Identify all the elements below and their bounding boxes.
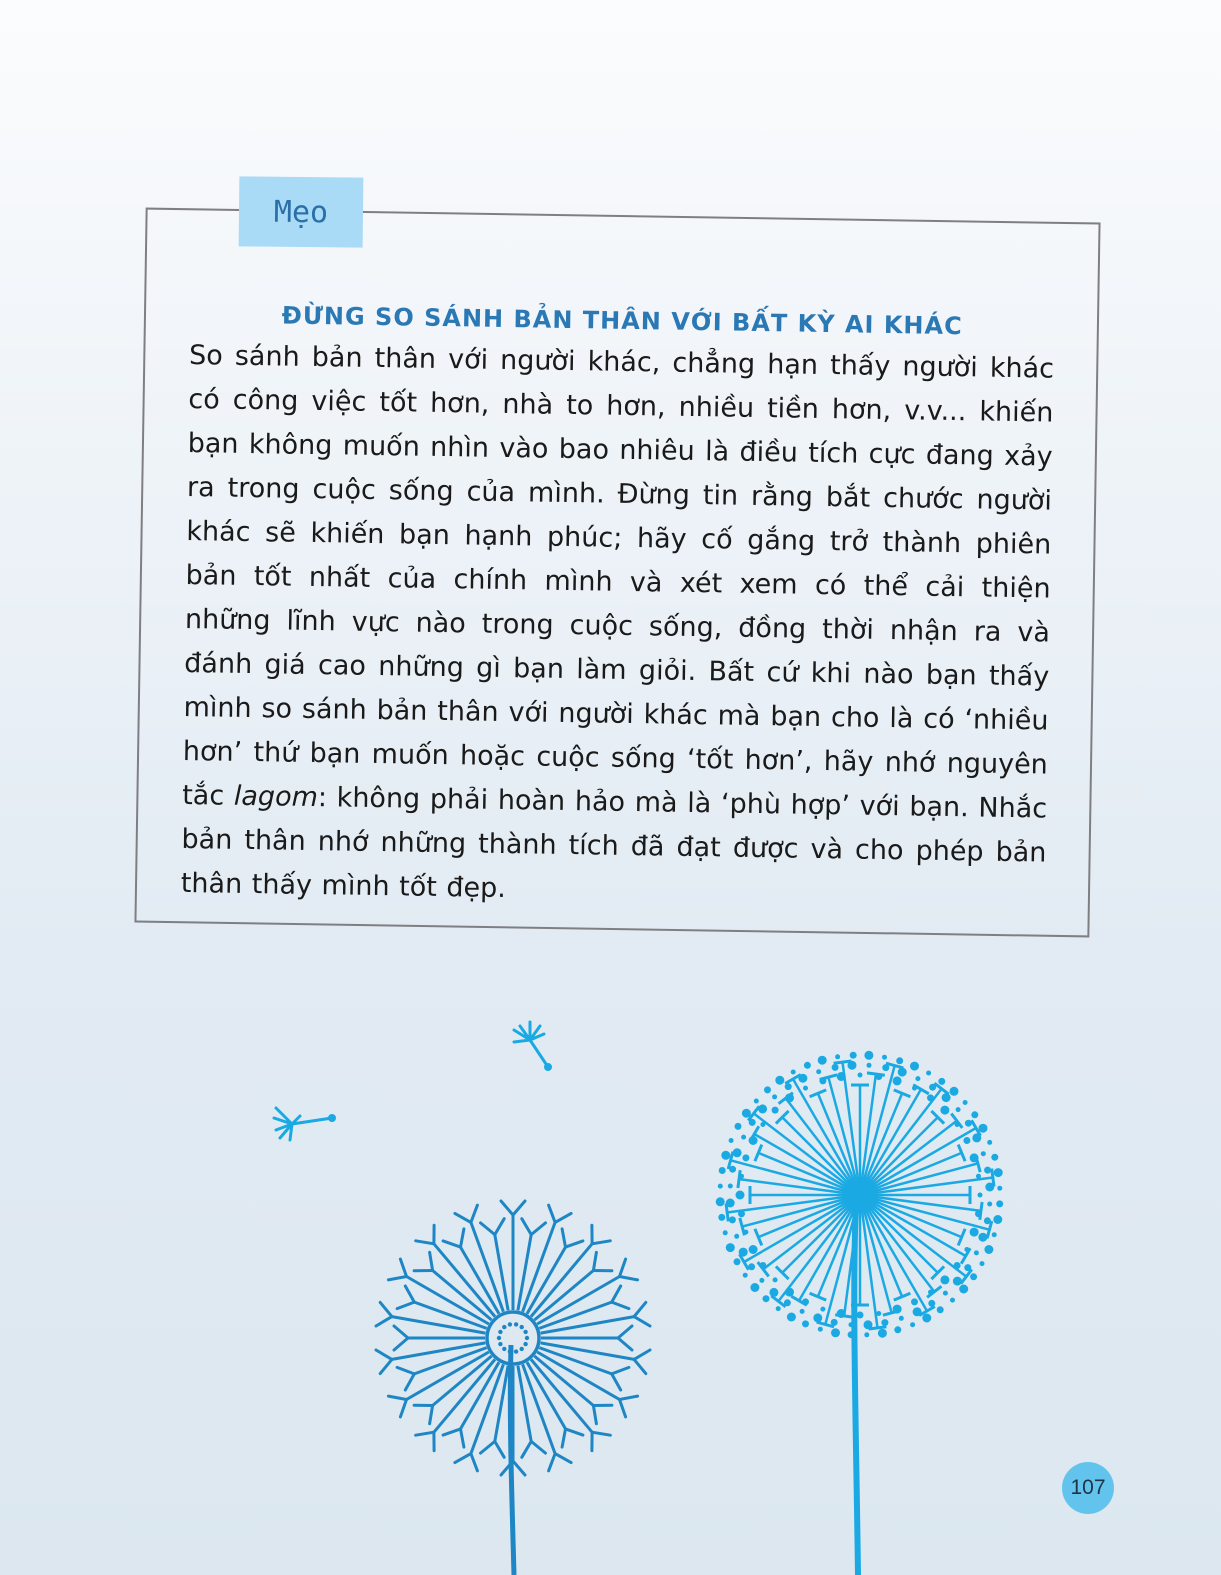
page-number-badge: 107	[1062, 1462, 1114, 1514]
dandelion-seed-head-right	[716, 1051, 1004, 1338]
tip-label: Mẹo	[239, 176, 364, 247]
dandelion-stem-right	[854, 1200, 858, 1575]
floating-seed-top	[514, 1022, 551, 1070]
tip-content	[180, 300, 1054, 920]
floating-seed-left	[274, 1108, 335, 1140]
tip-body-text: So sánh bản thân với người khác, chẳng hạn thấy người khác có công việc tốt hơn, nhà to hơn, nhiều tiền hơn, v.v... khiến bạn không muốn nhìn vào bao nhiêu là điều tích cực đang xảy ra trong cuộc sống của mình. Đừng tin rằng bắt chước người khác sẽ khiến bạn hạnh phúc; hãy cố gắng trở thành phiên bản tốt nhất của chính mình và xét xem có thể cải thiện những lĩnh vực nào trong cuộc sống, đồng thời nhận ra và đánh giá cao những gì bạn làm giỏi. Bất cứ khi nào bạn thấy mình so sánh bản thân với người khác mà bạn cho là có ‘nhiều hơn’ thứ bạn muốn hoặc cuộc sống ‘tốt hơn’, hãy nhớ nguyên tắc	[181, 339, 1055, 812]
tip-body-emphasis: lagom	[233, 780, 319, 814]
tip-title: ĐỪNG SO SÁNH BẢN THÂN VỚI BẤT KỲ AI KHÁC	[281, 301, 963, 341]
tip-body-text-end: : không phải hoàn hảo mà là ‘phù hợp’ với bạn. Nhắc bản thân nhớ những thành tích đã đạt được và cho phép bản thân thấy mình tốt đẹp.	[180, 782, 1048, 905]
tip-body	[180, 334, 1054, 920]
